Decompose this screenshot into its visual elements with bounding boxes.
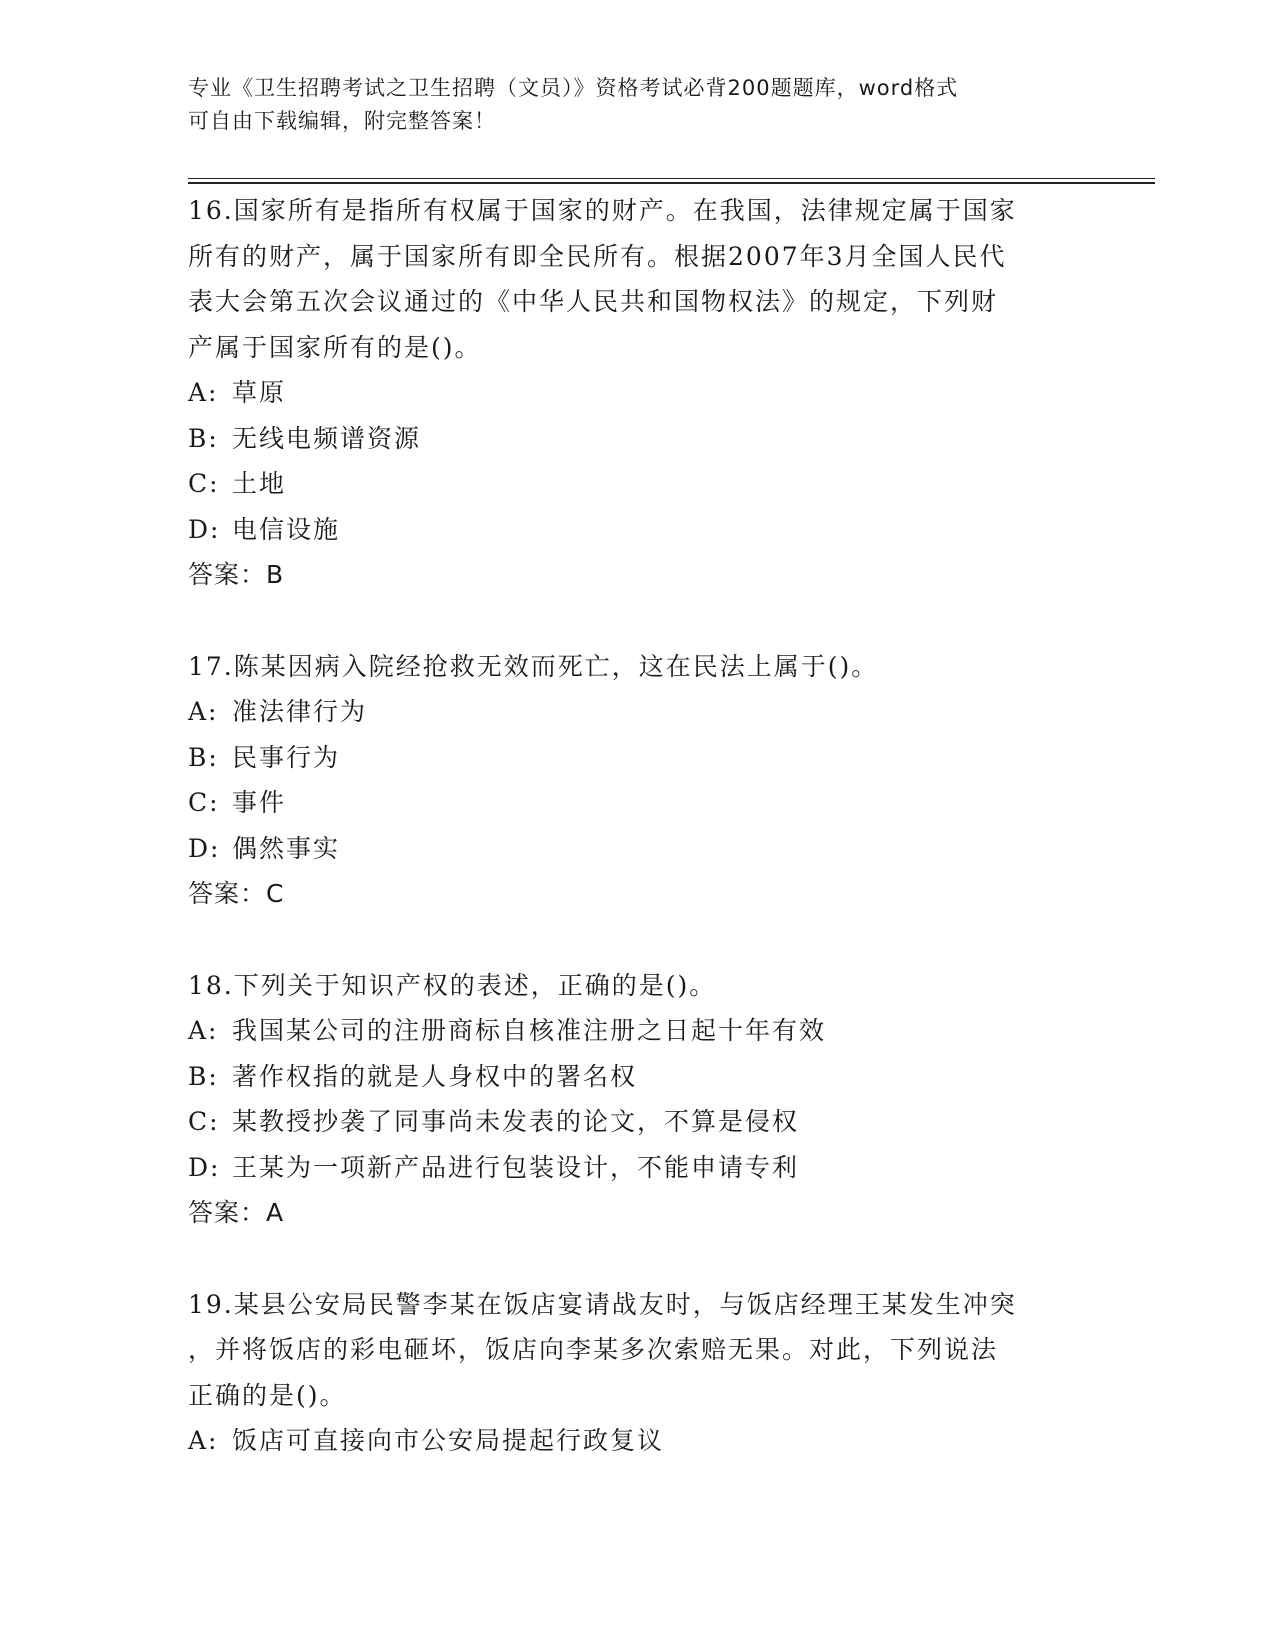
- stem-line: 表大会第五次会议通过的《中华人民共和国物权法》的规定，下列财: [188, 287, 999, 316]
- question-stem: [188, 644, 1088, 690]
- option-b: [188, 416, 1088, 462]
- stem-line: 产属于国家所有的是()。: [188, 332, 482, 362]
- option-letter: C:: [188, 788, 220, 817]
- option-letter: B:: [188, 423, 219, 453]
- stem-line: ，并将饭店的彩电砸坏，饭店向李某多次索赔无果。对此，下列说法: [188, 1335, 999, 1364]
- option-letter: A:: [188, 378, 219, 407]
- stem-line: 18.下列关于知识产权的表述，正确的是()。: [188, 970, 717, 1000]
- option-b: [188, 735, 1088, 781]
- header-divider-bottom: [188, 182, 1155, 184]
- document-header: [188, 72, 1068, 138]
- answer-line: 答案：A: [188, 1198, 285, 1227]
- option-text: 土地: [232, 469, 287, 498]
- option-text: 事件: [232, 788, 287, 817]
- option-a: [188, 1008, 1088, 1054]
- option-letter: B:: [188, 1061, 219, 1091]
- option-letter: C:: [188, 469, 220, 498]
- option-text: 草原: [232, 378, 287, 407]
- option-d: [188, 1145, 1088, 1191]
- option-c: [188, 1099, 1088, 1145]
- answer-line: 答案：B: [188, 560, 285, 589]
- option-letter: A:: [188, 1426, 219, 1455]
- question-18: [188, 963, 1088, 1236]
- question-19: [188, 1282, 1088, 1464]
- option-a: [188, 689, 1088, 735]
- question-stem: [188, 188, 1088, 370]
- option-letter: D:: [188, 514, 221, 544]
- question-list: [188, 188, 1088, 1510]
- header-line-2: 可自由下载编辑，附完整答案！: [188, 109, 496, 133]
- option-d: [188, 507, 1088, 553]
- option-letter: D:: [188, 833, 221, 863]
- option-text: 无线电频谱资源: [232, 423, 422, 453]
- answer-line: 答案：C: [188, 879, 285, 908]
- question-17: [188, 644, 1088, 917]
- question-stem: [188, 963, 1088, 1009]
- option-letter: C:: [188, 1107, 220, 1136]
- option-d: [188, 826, 1088, 872]
- option-text: 饭店可直接向市公安局提起行政复议: [232, 1426, 665, 1455]
- option-text: 某教授抄袭了同事尚未发表的论文，不算是侵权: [232, 1107, 800, 1136]
- option-a: [188, 1418, 1088, 1464]
- option-text: 偶然事实: [232, 833, 341, 863]
- stem-line: 17.陈某因病入院经抢救无效而死亡，这在民法上属于()。: [188, 651, 879, 681]
- option-c: [188, 461, 1088, 507]
- option-text: 准法律行为: [232, 697, 368, 726]
- option-text: 我国某公司的注册商标自核准注册之日起十年有效: [232, 1016, 827, 1045]
- stem-line: 所有的财产，属于国家所有即全民所有。根据2007年3月全国人民代: [188, 241, 1007, 271]
- option-b: [188, 1054, 1088, 1100]
- stem-line: 16.国家所有是指所有权属于国家的财产。在我国，法律规定属于国家: [188, 196, 1017, 225]
- option-letter: D:: [188, 1152, 221, 1182]
- option-text: 电信设施: [232, 514, 341, 544]
- question-16: [188, 188, 1088, 598]
- stem-line: 19.某县公安局民警李某在饭店宴请战友时，与饭店经理王某发生冲突: [188, 1289, 1017, 1319]
- option-a: [188, 370, 1088, 416]
- option-text: 王某为一项新产品进行包装设计，不能申请专利: [232, 1152, 800, 1182]
- option-text: 著作权指的就是人身权中的署名权: [232, 1061, 638, 1091]
- option-letter: B:: [188, 742, 219, 772]
- option-letter: A:: [188, 697, 219, 726]
- stem-line: 正确的是()。: [188, 1380, 347, 1410]
- question-stem: [188, 1282, 1088, 1419]
- option-text: 民事行为: [232, 742, 341, 772]
- option-letter: A:: [188, 1016, 219, 1045]
- option-c: [188, 780, 1088, 826]
- header-divider-top: [188, 178, 1155, 179]
- header-line-1: 专业《卫生招聘考试之卫生招聘（文员）》资格考试必背200题题库，word格式: [188, 76, 959, 100]
